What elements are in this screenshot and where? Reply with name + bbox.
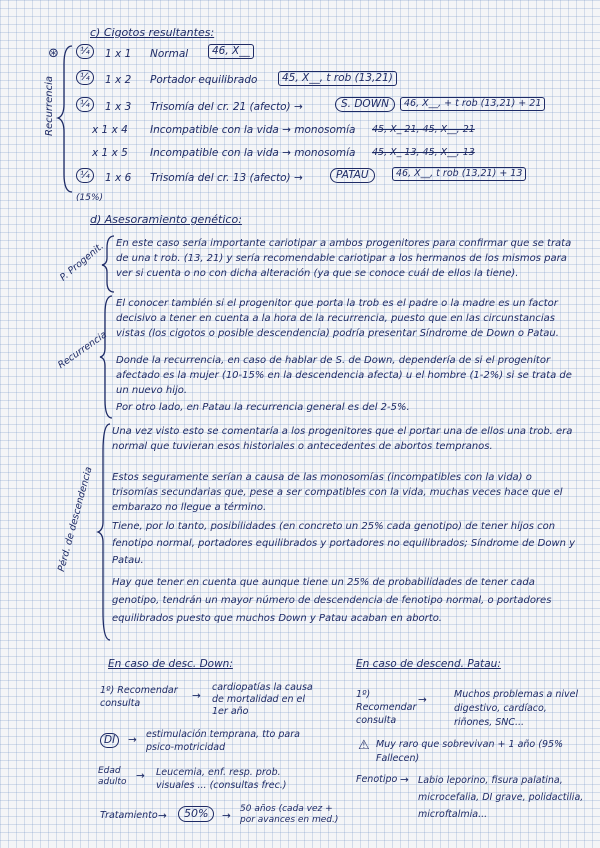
down-di-label: DI	[100, 733, 119, 748]
syndrome-oval: PATAU	[330, 168, 375, 183]
section-d-heading: d) Asesoramiento genético:	[90, 213, 242, 226]
probability-badge: ¼	[76, 97, 94, 112]
down-treatment-detail: 50 años (cada vez + por avances en med.)	[240, 804, 339, 825]
arrow-icon: →	[128, 734, 137, 746]
patau-title: En caso de descend. Patau:	[356, 658, 501, 670]
down-consult-detail: cardiopatías la causa de mortalidad en el 1er año	[212, 682, 313, 717]
section-c-heading: c) Cigotos resultantes:	[90, 26, 215, 39]
row-description: Trisomía del cr. 21 (afecto) →	[150, 101, 303, 113]
arrow-icon: →	[158, 810, 167, 822]
row-description: Normal	[150, 48, 189, 60]
arrow-icon: →	[192, 690, 201, 702]
down-treatment-percent: 50%	[178, 806, 214, 822]
paragraph-recurrencia-2: Donde la recurrencia, en caso de hablar de S. de Down, dependería de si el progenitor afectado es la mujer (10-15% en la descendencia afecta) u el hombre (1-2%) si se trata de un nuevo hijo.	[116, 355, 572, 396]
cross-label: 1 x 6	[105, 172, 132, 184]
paragraph-perdidas-3: Tiene, por lo tanto, posibilidades (en concreto un 25% cada genotipo) de tener hijos con fenotipo normal, portadores equilibrados y portadores no equilibrados; Síndrome de Down y Patau.	[112, 521, 576, 566]
row-description: Portador equilibrado	[150, 74, 258, 86]
sum-note: (15%)	[76, 193, 104, 203]
patau-survival-detail: Muy raro que sobrevivan + 1 año (95% Fallecen)	[376, 739, 564, 764]
paragraph-recurrencia-1: El conocer también si el progenitor que porta la trob es el padre o la madre es un factor decisivo a tener en cuenta a la hora de la recurrencia, puesto que en las circunstancias vistas (los cigotos o posible descendencia) podría presentar Síndrome de Down o Patau.	[116, 298, 559, 339]
brace-progenitores	[102, 234, 116, 294]
row-description: Incompatible con la vida → monosomía	[150, 147, 356, 159]
row-description: Trisomía del cr. 13 (afecto) →	[150, 172, 303, 184]
down-consult-label: 1º) Recomendar consulta	[100, 685, 178, 709]
row-description: Incompatible con la vida → monosomía	[150, 124, 356, 136]
arrow-icon: →	[222, 810, 231, 822]
label-progenitores: P. Progenit.	[58, 240, 106, 284]
karyotype-struck: 45, X_ 21, 45, X__, 21	[372, 124, 475, 135]
karyotype-struck: 45, X_ 13, 45, X__, 13	[372, 147, 475, 158]
circle-mark: ⊛	[48, 46, 59, 61]
label-recurrencia: Recurrencia	[56, 329, 110, 372]
cross-label: 1 x 2	[105, 74, 132, 86]
patau-phenotype-detail: Labio leporino, fisura palatina, microcefalia, DI grave, polidactilia, microftalmia...	[418, 775, 584, 820]
paragraph-perdidas-4: Hay que tener en cuenta que aunque tiene un 25% de probabilidades de tener cada genotipo, tendrán un mayor número de descendencia de fenotipo normal, o portadores equilibrados puesto que muchos Down y Patau acaban en aborto.	[112, 577, 552, 624]
down-treatment-label: Tratamiento	[100, 810, 158, 821]
section-c-brace	[58, 44, 78, 194]
down-adult-label: Edad adulto	[98, 766, 127, 787]
probability-badge: ¼	[76, 70, 94, 85]
down-adult-detail: Leucemia, enf. resp. prob. visuales ... (consultas frec.)	[156, 767, 287, 791]
recurrencia-side-label: Recurrencia	[44, 75, 55, 136]
arrow-icon: →	[136, 770, 145, 782]
syndrome-oval: S. DOWN	[335, 97, 395, 112]
patau-consult-detail: Muchos problemas a nivel digestivo, cardíaco, riñones, SNC...	[454, 689, 579, 728]
paragraph-progenitores: En este caso sería importante cariotipar a ambos progenitores para confirmar que se trata de una t rob. (13, 21) y sería recomendable cariotipar a los hermanos de los mismos para ver si cuenta o no con dicha alteración (ya que se conoce cuál de ellos la tiene).	[116, 238, 572, 279]
down-title: En caso de desc. Down:	[108, 658, 233, 670]
brace-perdidas	[98, 422, 112, 642]
karyotype-box: 46, X__	[208, 44, 254, 59]
probability-badge: ¼	[76, 168, 94, 183]
cross-label: 1 x 3	[105, 101, 132, 113]
karyotype-box: 45, X__, t rob (13,21)	[278, 71, 397, 86]
cross-label: x 1 x 5	[92, 147, 128, 159]
arrow-icon: →	[418, 694, 427, 706]
down-di-detail: estimulación temprana, tto para psico-motricidad	[146, 729, 300, 753]
label-perdidas: Pérd. de descendencia	[56, 465, 95, 573]
karyotype-box: 46, X__, + t rob (13,21) + 21	[400, 97, 545, 111]
patau-consult-label: 1º) Recomendar consulta	[356, 689, 417, 726]
paragraph-recurrencia-3: Por otro lado, en Patau la recurrencia general es del 2-5%.	[116, 402, 410, 413]
patau-phenotype-label: Fenotipo	[356, 774, 398, 785]
probability-badge: ¼	[76, 44, 94, 59]
cross-label: 1 x 1	[105, 48, 132, 60]
paragraph-perdidas-2: Estos seguramente serían a causa de las monosomías (incompatibles con la vida) o trisomías secundarias que, pese a ser compatibles con la vida, muchas veces hace que el embarazo no llegue a término.	[112, 472, 563, 513]
brace-recurrencia	[100, 294, 114, 420]
warning-icon: ⚠	[358, 738, 370, 753]
cross-label: x 1 x 4	[92, 124, 128, 136]
karyotype-box: 46, X__, t rob (13,21) + 13	[392, 167, 526, 181]
paragraph-perdidas-1: Una vez visto esto se comentaría a los progenitores que el portar una de ellos una trob. era normal que tuvieran esos historiales o antecedentes de abortos tempranos.	[112, 426, 573, 452]
arrow-icon: →	[400, 774, 409, 786]
